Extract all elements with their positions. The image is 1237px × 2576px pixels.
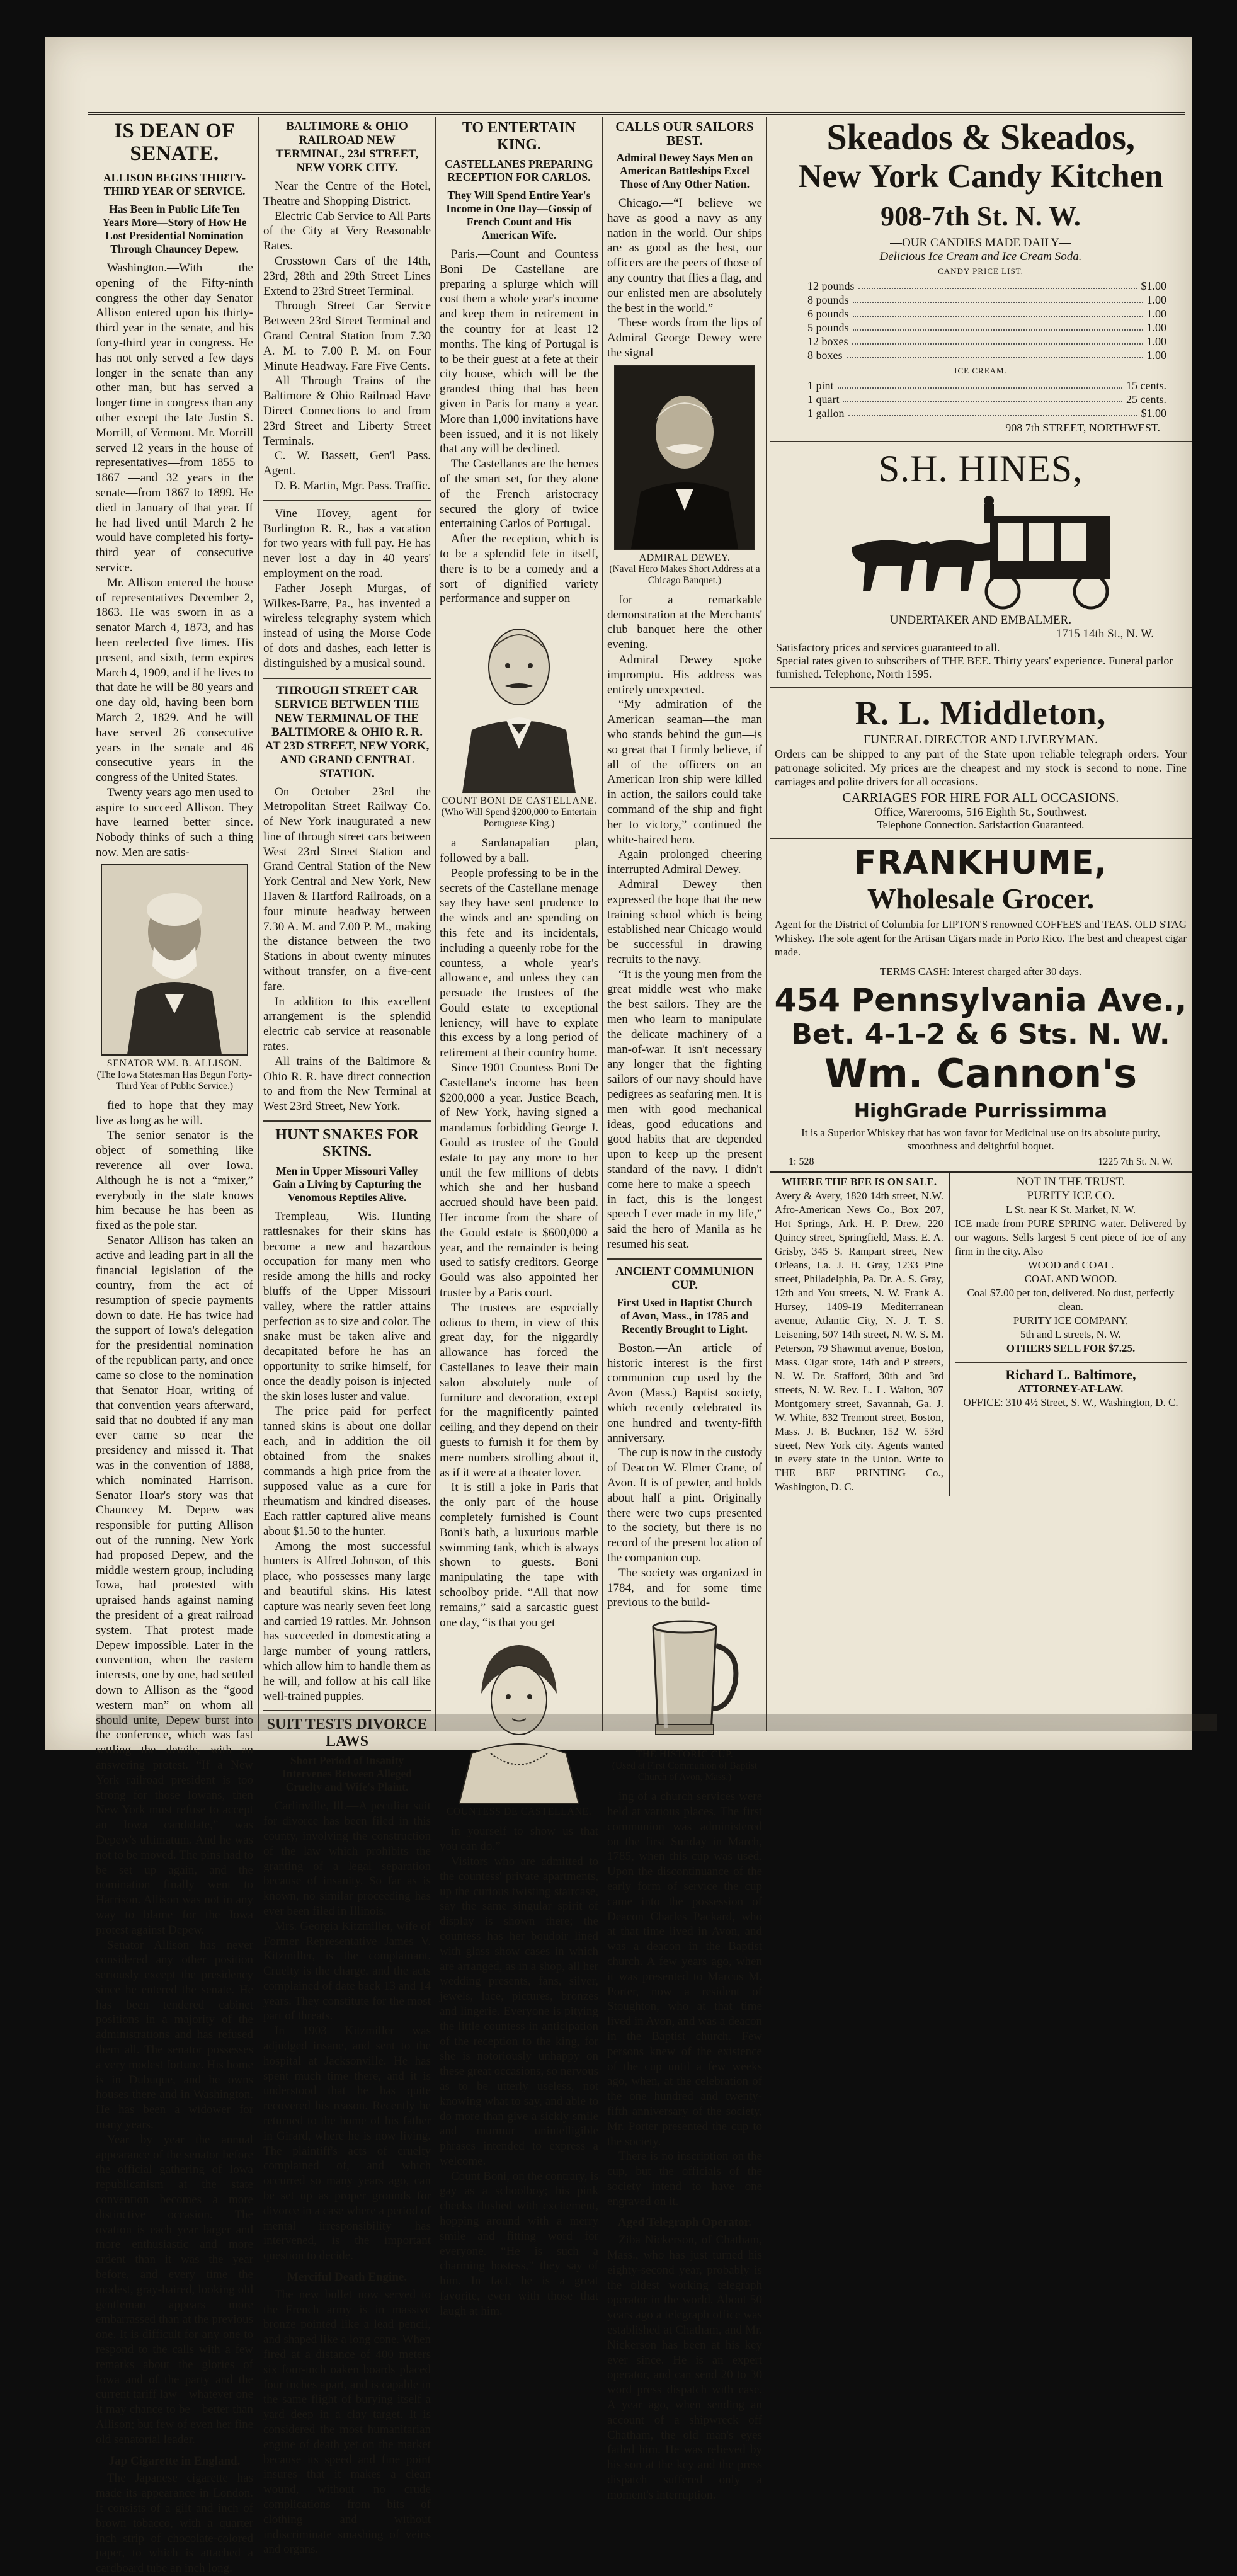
headline-ancient-communion-cup: ANCIENT COMMUNION CUP.	[615, 1264, 754, 1292]
leader-dots	[858, 279, 1137, 289]
price-value: 25 cents.	[1126, 393, 1166, 406]
ad-line: It is a Superior Whiskey that has won favor for Medicinal use on its absolute purity, smoothness and delightful boquet.	[801, 1127, 1160, 1152]
ad-footer-row	[770, 1153, 1192, 1171]
paragraph: Again prolonged cheering interrupted Admiral Dewey.	[607, 848, 762, 877]
price-value: 1.00	[1146, 294, 1166, 306]
ad-address: 908-7th St. N. W.	[881, 201, 1081, 232]
divider	[263, 678, 431, 679]
price-quantity: 12 pounds	[807, 280, 855, 292]
paragraph: It is still a joke in Paris that the only part of the house completely furnished is Count Boni's bath, a luxurious marble swimming tank, which is always shown to guests. Boni manipulating the tape with schoolboy pride. “All that now remains,” said a sarcastic guest one day, “is that you get	[440, 1481, 598, 1629]
paragraph: In 1903 Kitzmiller was adjudged insane, and sent to the hospital at Jacksonville. He has spent much time there, and it is understood that he has quite recovered his reason. Recently he returned to the home of his father in Girard, where he is now living. The plaintiff's acts of cruelty complained of, and which occurred so many years ago, can be set up as proper grounds for divorce in a case where a period of mental irresponsibility has intervened, is the important question to decide.	[263, 2024, 431, 2263]
price-quantity: 8 pounds	[807, 294, 849, 306]
ad-skeados	[770, 117, 1192, 435]
price-value: $1.00	[1141, 407, 1166, 419]
ad-title: S.H. HINES,	[878, 448, 1083, 489]
ad-title: Wm. Cannon's	[824, 1051, 1137, 1097]
column-allison	[96, 117, 253, 2575]
hearse-illustration	[833, 491, 1129, 610]
headline-suit-tests-divorce: SUIT TESTS DIVORCE LAWS	[266, 1716, 428, 1750]
paragraph: for a remarkable demonstration at the Merchants' club banquet here the other evening.	[607, 593, 762, 652]
paragraph: Mrs. Georgia Kitzmiller, wife of Former Representative James V. Kitzmiller, is the complainant. Cruelty is the charge, and the acts complained of date back 13 and 14 years. They constitute for the most part of threats.	[263, 1919, 431, 2023]
ad-line: FUNERAL DIRECTOR AND LIVERYMAN.	[863, 732, 1098, 746]
deck: Short Period of Insanity Intervenes Between Alleged Cruelty and Wife's Plaint.	[282, 1754, 413, 1794]
paragraph: The society was organized in 1784, and for some time previous to the build-	[607, 1566, 762, 1610]
caption	[607, 1749, 762, 1783]
ad-subtitle: HighGrade Purrissimma	[853, 1100, 1108, 1122]
paragraph: These words from the lips of Admiral George Dewey were the signal	[607, 316, 762, 360]
paragraph: Senator Allison has never considered any other position seriously except the presidency since he entered the senate. He has been tendered cabinet positions in a majority of the administrations and has refused them all. The senator possesses a very modest fortune. His home is in Dubuque, and he owns houses there and in Washington. He has been a widower for many years.	[96, 1938, 253, 2132]
column-separator	[766, 117, 767, 1731]
ad-address: 454 Pennsylvania Ave.,	[774, 982, 1187, 1018]
paragraph: Admiral Dewey spoke impromptu. His address was entirely unexpected.	[607, 653, 762, 697]
paragraph: Boston.—An article of historic interest is the first communion cup used by the Avon (Mass.) Baptist society, which recently celebrated its one hundred and twenty-fifth anniversary.	[607, 1341, 762, 1445]
caption	[440, 795, 598, 829]
caption-name: COUNTESS DE CASTELLANE.	[446, 1806, 592, 1818]
leader-dots	[848, 406, 1137, 416]
paragraph: All Through Trains of the Baltimore & Ohio Railroad Have Direct Connections to and from 23rd Street and Liberty Street Terminals.	[263, 374, 431, 448]
ad-terms: TERMS CASH: Interest charged after 30 days.	[879, 966, 1082, 977]
price-value: 1.00	[1146, 307, 1166, 320]
ad-address: 1225 7th St. N. W.	[1098, 1156, 1173, 1167]
leader-dots	[838, 379, 1123, 389]
ad-title: PURITY ICE CO.	[1027, 1189, 1115, 1202]
ad-title: WHERE THE BEE IS ON SALE.	[781, 1176, 937, 1188]
ad-line: ICE made from PURE SPRING water. Delivered by our wagons. Sells largest 5 cent piece of ice of any firm in the city. Also	[955, 1217, 1187, 1257]
paragraph: in yourself to show us that you can do.”	[440, 1825, 598, 1854]
ad-bee-on-sale	[770, 1173, 950, 1496]
paragraph: The price paid for perfect tanned skins is about one dollar each, and in addition the oil obtained from the snakes commands a high price from the supposed value as a cure for rheumatism and kindred diseases. Each rattler captured alive means about $1.50 to the hunter.	[263, 1405, 431, 1538]
divider	[770, 687, 1192, 688]
price-row	[770, 279, 1192, 293]
paragraph: People professing to be in the secrets of the Castellane menage say they have sent prudence to the winds and are spending on this fete and its incidentals, including a queenly robe for the countess, a whole year's allowance, and unless they can persuade the trustees of the Gould estate to exceptional leniency, will have to explate this excess by a long period of retirement at their country home.	[440, 866, 598, 1060]
ad-line: Orders can be shipped to any part of the State upon reliable telegraph orders. Your patronage solicited. My prices are the cheapest and my stock is second to none. Fine carriages and polite drivers for all occasions.	[775, 748, 1187, 788]
ad-address: Bet. 4-1-2 & 6 Sts. N. W.	[791, 1018, 1170, 1051]
paragraph: The trustees are especially odious to them, in view of this great day, for the niggardly allowance has forced the Castellanes to leave their main salon absolutely nude of furniture and decoration, except for the magnificently painted ceiling, and they depend on their guests to furnish it for them by mere numbers strolling about it, as if it were at a theater lover.	[440, 1301, 598, 1479]
column-castellane	[440, 117, 598, 2318]
divider	[607, 1258, 762, 1260]
paragraph: Electric Cab Service to All Parts of the City at Very Reasonable Rates.	[263, 209, 431, 253]
price-row	[770, 334, 1192, 348]
column-separator	[602, 117, 603, 1731]
paragraph: Chicago.—“I believe we have as good a navy as any nation in the world. Our ships are as good as the best, our officers are the peers of those of any country that flies a flag, and our enlisted men are absolutely the best in the world.”	[607, 197, 762, 315]
caption-text: (Who Will Spend $200,000 to Entertain Portuguese King.)	[441, 807, 597, 829]
count-castellane-portrait	[443, 610, 595, 793]
paragraph: Senator Allison has taken an active and leading part in all the financial legislation of the country, from the act of resumption of specie payments down to date. He has twice had the support of Iowa's delegation for the presidential nomination of the republican party, and once came so close to the nomination that Senator Hoar, writing of that convention years afterward, said that no doubted if any man ever came so near the presidency and missed it. That was in the convention of 1888, which nominated Harrison. Senator Hoar's story was that Chauncey M. Depew was responsible for putting Allison out of the running. New York had proposed Depew, and the middle western group, including Iowa, had protested with upraised hands against naming the president of a great railroad system. That protest made Depew impossible. Later in the convention, when the eastern interests, one by one, had settled down to Allison as the “good western man” on whom all should unite, Depew burst into the conference, which was fast settling the details, with an answering protest. “If a New York railroad president is too strong for those Iowans, then New York must refuse to accept an Iowa candidate,” was Depew's ultimatum. And he was not to be moved. The pins had to be set up again, and the nomination finally went to Harrison. Allison was not in any way to blame for the Iowa protest against Depew.	[96, 1234, 253, 1937]
column-separator	[258, 117, 259, 1731]
column-railroad	[263, 117, 431, 2556]
ad-line: Satisfactory prices and services guaranteed to all.	[776, 641, 1000, 654]
leader-dots	[843, 392, 1122, 402]
price-row	[770, 392, 1192, 406]
ad-title: New York Candy Kitchen	[798, 158, 1163, 195]
ad-code: 1: 528	[789, 1156, 814, 1167]
ad-line: CARRIAGES FOR HIRE FOR ALL OCCASIONS.	[842, 790, 1119, 805]
price-quantity: 8 boxes	[807, 349, 843, 362]
price-row	[770, 379, 1192, 392]
divider	[955, 1362, 1187, 1363]
ad-subtitle: Wholesale Grocer.	[867, 882, 1095, 915]
price-quantity: 1 quart	[807, 393, 840, 406]
ad-line: 1715 14th St., N. W.	[1056, 627, 1154, 641]
paragraph: Crosstown Cars of the 14th, 23rd, 28th and 29th Street Lines Extend to 23rd Street Terminal.	[263, 254, 431, 298]
ad-list-head: CANDY PRICE LIST.	[938, 266, 1023, 276]
deck: CASTELLANES PREPARING RECEPTION FOR CARLOS.	[445, 157, 593, 183]
ad-hines	[770, 447, 1192, 681]
leader-dots	[853, 307, 1143, 317]
ad-entries: Avery & Avery, 1820 14th street, N.W. Afro-American News Co., Box 207, Hot Springs, Ark. H. P. Drew, 220 Quincy street, Springfield, Mass. E. A. Grisby, 345 S. Rampart street, New Orleans, La. J. H. Gray, 1233 Pine street, Philadelphia, Pa. Dr. A. S. Gray, 12th and You streets, N. W. Frank A. Hursey, 1409-19 Mediterranean avenue, Atlantic City, N. J. T. S. Leisening, 507 14th street, N. W. S. M. Peterson, 79 Shawmut avenue, Boston, Mass. Cigar store, 14th and P streets, N. W. Dr. Stafford, 30th and 3rd streets, N. W. Rev. L. L. Walton, 307 Montgomery street, Savannah, Ga. J. W. White, 832 Tremont street, Boston, Mass. J. B. Buckner, 152 W. 53rd street, New York city. Agents wanted in every state in the Union. Write to THE BEE PRINTING Co., Washington, D. C.	[775, 1190, 943, 1493]
caption	[96, 1058, 253, 1092]
ad-line: COAL AND WOOD.	[1024, 1273, 1117, 1285]
deck: They Will Spend Entire Year's Income in One Day—Gossip of French Count and His American Wife.	[446, 189, 592, 241]
paragraph: The Japanese cigarette has made its appearance in London. It consists of a gilt and inch of brown tobacco, with a quarter inch strip of chocolate-colored paper, to which is attached a cardboard tube an inch long.	[96, 2471, 253, 2575]
caption-name: THE HISTORIC CUP.	[636, 1749, 734, 1760]
paragraph: Twenty years ago men used to aspire to succeed Allison. They have learned better since. Nobody thinks of such a thing now. Men are satis-	[96, 785, 253, 860]
paragraph: Mr. Allison entered the house of representatives December 2, 1863. He was sworn in as a senator March 4, 1873, and has been reelected five times. His present, and sixth, term expires March 4, 1909, and if he lives to that date he will be 80 years and one day old, having been born March 2, 1829. And he will have served 26 consecutive years in the senate and 46 consecutive years in the congress of the United States.	[96, 576, 253, 785]
divider	[770, 838, 1192, 839]
deck: Has Been in Public Life Ten Years More—Story of How He Lost Presidential Nomination Through Chauncey Depew.	[102, 203, 247, 255]
paragraph: Carlinville, Ill.—A peculiar suit for divorce has been filed in this county, involving the construction of the law which prohibits the granting of a legal separation because of insanity. So far as is known, no similar proceeding has ever been filed in Illinois.	[263, 1799, 431, 1918]
ad-title: R. L. Middleton,	[855, 694, 1107, 732]
headline-dean-of-senate: IS DEAN OF SENATE.	[113, 120, 236, 165]
divider	[263, 500, 431, 501]
ad-line: UNDERTAKER AND EMBALMER.	[889, 613, 1072, 627]
ad-cannon	[770, 1051, 1192, 1171]
advertisements	[770, 117, 1192, 1737]
price-value: 1.00	[1146, 321, 1166, 334]
price-value: $1.00	[1141, 280, 1166, 292]
ad-purity-ice	[950, 1173, 1192, 1496]
ad-subtitle: Delicious Ice Cream and Ice Cream Soda.	[879, 250, 1082, 263]
headline-through-street-car: THROUGH STREET CAR SERVICE BETWEEN THE NEW TERMINAL OF THE BALTIMORE & OHIO R. R. AT 23D STREET, NEW YORK, AND GRAND CENTRAL STATION.	[265, 683, 430, 780]
subhead: Aged Telegraph Operator.	[618, 2216, 751, 2230]
headline-hunt-snakes: HUNT SNAKES FOR SKINS.	[275, 1127, 419, 1161]
divider	[263, 1710, 431, 1711]
paragraph: On October 23rd the Metropolitan Street Railway Co. of New York inaugurated a new line of through street cars between West 23rd Street Station and Grand Central Station of the New York Central and New York, New Haven & Hartford Railroads, on a four minute headway between 7.30 A. M. and 7.00 P. M., making the distance between the two Stations in about twenty minutes without transfer, on a five-cent fare.	[263, 785, 431, 993]
ad-frankhume	[770, 844, 1192, 1051]
ad-line: 5th and L streets, N. W.	[1020, 1328, 1121, 1340]
price-value: 1.00	[1146, 335, 1166, 348]
paragraph: Year by year the annual appearance of the senator before the official gathering of Iowa republicanism at the state convention becomes a more distinctive occasion. The ovation is each year larger and more enthusiastic and more ardent than it was the year before, and every time the modest, gray-haired, looking old gentleman appears more embarrassed than at the previous one. It is difficult for any one to respond to the calls with a few remarks about the glories of Iowa and of the party and the current tariff law—whatever one it may chance to be—better than Allison; but few of even her fine old senatorial leader.	[96, 2133, 253, 2446]
price-row	[770, 406, 1192, 420]
paragraph: The new bullet now served to the French army is in massive bronze pointed like a lead pencil, and shaped like a long cone. When fired at a distance of 400 meters six four-inch oaken boards placed four inches apart, and is capable in the same flight of burying itself a yard deep in a clay target. It is considered the most humanitarian engine of death yet on the market because its speed and fine point insures that it makes a clean wound, without no crude complications from bits of clothing and without indiscriminate smashing of veins and organs.	[263, 2288, 431, 2556]
ad-line: ATTORNEY-AT-LAW.	[1018, 1382, 1124, 1394]
price-quantity: 5 pounds	[807, 321, 849, 334]
paragraph: “My admiration of the American seaman—the man who stands behind the gun—is so great that I firmly believe, if all of the officers on an American Iron ship were killed in action, the sailors could take command of the ship and fight her to victory,” continued the white-haired hero.	[607, 698, 762, 846]
paragraph: Trempleau, Wis.—Hunting rattlesnakes for their skins has become a new and hazardous occupation for many men who reside among the hills and rocky bluffs of the Upper Missouri valley, where the rattler attains perfection as to size and color. The snake must be taken alive and decapitated before he has an opportunity to strike himself, for once the deadly poison is injected the skin loses luster and value.	[263, 1210, 431, 1403]
paragraph: ing of a church services were held at various places. The first communion was administered on the first Sunday in March, 1785, when this cup was used. Upon the discontinuance of the early form of service the cup came into the possession of Deacon Charles Packard, who at that time lived in Avon, and was a deacon in the Baptist church. A few years ago, when it was presented to Marcus M. Porter, now a resident of Stoughton, who at that time lived in Avon, and was a deacon in the Baptist church. Few persons knew of the existence of the cup until a few weeks ago, when, at the celebration of the one hundred and twenty-fifth anniversary of the society, Mr. Porter presented the cup to the society.	[607, 1790, 762, 2148]
price-row	[770, 321, 1192, 334]
caption-text: (Used at First Communion of Baptist Church of Avon, Mass.)	[612, 1760, 758, 1783]
newspaper-page	[45, 37, 1192, 2575]
ad-line: L St. near K St. Market, N. W.	[1005, 1204, 1136, 1216]
divider	[263, 1120, 431, 1122]
deck: Admiral Dewey Says Men on American Battleships Excel Those of Any Other Nation.	[616, 151, 753, 190]
leader-dots	[853, 321, 1143, 331]
paragraph: Near the Centre of the Hotel, Theatre and Shopping District.	[263, 180, 431, 208]
price-quantity: 1 pint	[807, 379, 834, 392]
paragraph: Paris.—Count and Countess Boni De Castellane are preparing a splurge which will cost them a whole year's income and keep them in retirement in the country for at least 12 months. The king of Portugal is to be their guest at a fete at their city house, which will be the grandest thing that has been given in Paris for many a year. More than 1,000 invitations have been issued, and it is not likely that any will be declined.	[440, 248, 598, 456]
deck: First Used in Baptist Church of Avon, Mass., in 1785 and Recently Brought to Light.	[617, 1296, 753, 1335]
caption-text: (The Iowa Statesman Has Begun Forty-Third Year of Public Service.)	[96, 1069, 253, 1091]
ad-list-head: ICE CREAM.	[954, 366, 1007, 375]
paragraph: Father Joseph Murgas, of Wilkes-Barre, Pa., has invented a wireless telegraphy system which instead of using the Morse Code of dots and dashes, each letter is distinguished by a musical sound.	[263, 581, 431, 670]
price-row	[770, 293, 1192, 307]
column-dewey	[607, 117, 762, 2502]
caption-text: (Naval Hero Makes Short Address at a Chicago Banquet.)	[609, 563, 760, 586]
admiral-dewey-portrait	[614, 365, 755, 550]
paragraph: All trains of the Baltimore & Ohio R. R. have direct connection to and from the New Terminal at West 23rd Street, New York.	[263, 1054, 431, 1114]
headline-calls-our-sailors-best: CALLS OUR SAILORS BEST.	[615, 119, 754, 148]
signature: C. W. Bassett, Gen'l Pass. Agent.	[263, 449, 431, 478]
ad-line: Telephone Connection. Satisfaction Guaranteed.	[877, 819, 1085, 831]
caption	[607, 552, 762, 586]
signature: D. B. Martin, Mgr. Pass. Traffic.	[275, 479, 431, 493]
ad-line: Coal $7.00 per ton, delivered. No dust, perfectly clean.	[967, 1287, 1175, 1313]
caption	[440, 1806, 598, 1818]
paragraph: Count Boni, on the contrary, is gay as a schoolboy; his pink cheeks flushed with excitement, hopping around with a merry smile and fitting word for everyone. “He is such a charming hostess,” they say of him. In fact, he is a great favorite, even with those that laugh at him.	[440, 2169, 598, 2318]
paragraph: Among the most successful hunters is Alfred Johnson, of this place, who possesses many large and beautiful skins. His latest capture was nearly seven feet long and carried 19 rattles. Mr. Johnson has succeeded in domesticating a large number of young rattlers, which allow him to handle them as he will, and follow at his call like well-trained puppies.	[263, 1539, 431, 1703]
leader-dots	[853, 293, 1143, 303]
price-quantity: 12 boxes	[807, 335, 848, 348]
price-value: 15 cents.	[1126, 379, 1166, 392]
paragraph: There is no inscription on the cup, but the officials of the society intend to have one engraved on it.	[607, 2150, 762, 2208]
ad-line: Office, Warerooms, 516 Eighth St., Southwest.	[874, 806, 1087, 818]
paragraph: Admiral Dewey then expressed the hope that the new training school which is being established near Chicago would be successful in drawing recruits to the navy.	[607, 877, 762, 966]
allison-portrait	[101, 864, 248, 1056]
divider	[770, 441, 1192, 442]
paragraph: The Castellanes are the heroes of the smart set, for they alone of the French aristocracy secured the glory of twice entertaining Carlos of Portugal.	[440, 457, 598, 531]
subhead: Jap Cigarette in England.	[108, 2454, 241, 2468]
top-rule	[88, 112, 1185, 115]
ad-line: Special rates given to subscribers of THE BEE. Thirty years' experience. Funeral parlor furnished. Telephone, North 1595.	[776, 654, 1173, 680]
paragraph: The cup is now in the custody of Deacon W. Elmer Crane, of Avon. It is of pewter, and holds about half a pint. Originally there were two cups presented to the society, but there is no record of the present location of the companion cup.	[607, 1446, 762, 1564]
ad-line: WOOD and COAL.	[1027, 1259, 1114, 1271]
price-quantity: 6 pounds	[807, 307, 849, 320]
deck: Men in Upper Missouri Valley Gain a Living by Capturing the Venomous Reptiles Alive.	[273, 1165, 421, 1204]
ad-title: Skeados & Skeados,	[826, 117, 1135, 157]
paragraph: Ziba Nickerson, of Chatham, Mass., who has just turned his eighty-second year, probably is the oldest working telegraph operator in the world. About 50 years ago a telegraph office was established at Chatham, and Mr. Nickerson has been at his key ever since. He is an expert operator, and can send 20 to 30 word press dispatch with ease. A year ago, when sending an account of a shipwreck off Chatham, the old man's eyes failed him. He was relieved by his son at the key and the press dispatch suffered only a moment's interruption.	[607, 2233, 762, 2502]
price-value: 1.00	[1146, 349, 1166, 362]
deck: ALLISON BEGINS THIRTY-THIRD YEAR OF SERVICE.	[103, 171, 246, 197]
print-smear	[96, 1714, 1217, 1731]
paragraph: Since 1901 Countess Boni De Castellane's income has been $200,000 a year. Justice Beach, of New York, having signed a mandamus forbidding George J. Gould as trustee of the Gould estate to pay any more to her until the few millions of debts which she and her husband accrued should have been paid. Her income from the share of the Gould estate is $600,000 a year, and the remainder is being used to satisfy creditors. George Gould was also appointed her trustee by a Paris court.	[440, 1061, 598, 1300]
paragraph: After the reception, which is to be a splendid fete in itself, there is to be a comedy and a sort of dignified variety performance and supper on	[440, 532, 598, 606]
headline-baltimore-ohio: BALTIMORE & OHIO RAILROAD NEW TERMINAL, 23d STREET, NEW YORK CITY.	[275, 120, 419, 174]
caption-name: SENATOR WM. B. ALLISON.	[106, 1057, 242, 1069]
price-row	[770, 348, 1192, 362]
subhead: Merciful Death Engine.	[287, 2271, 408, 2284]
ad-line: OFFICE: 310 4½ Street, S. W., Washington, D. C.	[963, 1396, 1178, 1408]
ad-title: Richard L. Baltimore,	[1005, 1367, 1136, 1382]
ad-line: Agent for the District of Columbia for LIPTON'S renowned COFFEES and TEAS. OLD STAG Whiskey. The sole agent for the Artisan Cigars made in Porto Rico. The best and cheapest cigar made.	[775, 918, 1187, 958]
paragraph: “It is the young men from the great middle west who make the best sailors. They are the men who learn to manipulate the delicate machinery of a man-of-war. It isn't necessary any longer that the fighting sailors of our navy should have pedigrees as seafaring men. It is men with good mechanical ideas, good educations and good habits that are depended upon to keep up the present standard of the navy. I didn't come here to make a speech—in fact, this is the longest speech I ever made in my life,” said the hero of Manila as he resumed his seat.	[607, 967, 762, 1251]
price-quantity: 1 gallon	[807, 407, 845, 419]
ad-line: OTHERS SELL FOR $7.25.	[1006, 1342, 1136, 1354]
leader-dots	[852, 334, 1143, 345]
paragraph: In addition to this excellent arrangement is the splendid electric cab service at reasonable rates.	[263, 994, 431, 1054]
headline-to-entertain-king: TO ENTERTAIN KING.	[462, 120, 576, 153]
candy-price-list	[770, 279, 1192, 362]
caption-name: COUNT BONI DE CASTELLANE.	[441, 795, 597, 807]
caption-name: ADMIRAL DEWEY.	[639, 552, 731, 563]
paragraph: fied to hope that they may live as long as he will.	[96, 1098, 253, 1127]
ad-title: FRANKHUME,	[853, 844, 1108, 882]
column-separator	[435, 117, 436, 1731]
paragraph: Visitors who are admitted to the countess' private apartments, up the curious twisting staircase, say the same singular spirit of display is shown there; the countess has her boudoir lined with glass show cases in which are arranged, as in a shop, all her wedding presents, fans, silver, jewels, lace, pictures, bronzes and lingerie. Everyone is pitying the little countess in anticipation of the reception to the king, for she is notoriously unhappy on these great occasions, so nervous as to be utterly useless, not knowing what to say, and able to do more than give a sickly smile and murmur unintelligible phrases intended to express a welcome.	[440, 1854, 598, 2168]
paragraph: Vine Hovey, agent for Burlington R. R., has a vacation for two years with full pay. He has never lost a day in 40 years' employment on the road.	[263, 506, 431, 580]
paragraph: a Sardanapalian plan, followed by a ball.	[440, 836, 598, 865]
paragraph: The senior senator is the object of something like reverence all over Iowa. Although he is not a “mixer,” everybody in the state knows him because he has been as fixed as the pole star.	[96, 1129, 253, 1233]
price-row	[770, 307, 1192, 321]
ad-title: NOT IN THE TRUST.	[1016, 1175, 1126, 1188]
leader-dots	[847, 348, 1143, 358]
paragraph: Through Street Car Service Between 23rd Street Terminal and Grand Central Station from 7.30 A. M. to 7.00 P. M. on Four Minute Headway. Fare Five Cents.	[263, 299, 431, 373]
ad-middleton	[770, 693, 1192, 831]
ad-line: PURITY ICE COMPANY,	[1013, 1314, 1129, 1326]
paragraph: Washington.—With the opening of the Fifty-ninth congress the other day Senator Allison entered upon his thirty-third year in the senate, and his forty-third year in congress. He has not only served a few days longer in the senate than any other man, but has served a longer time in congress than any other except the late Justin S. Morrill, of Vermont. Mr. Morrill served 12 years in the house of representatives—from 1855 to 1867 —and 32 years in the senate—from 1867 to 1899. He died in January of that year. If he had lived until March 2 he would have completed his forty-third year of consecutive service.	[96, 261, 253, 574]
ice-cream-price-list	[770, 379, 1192, 420]
ad-footer: 908 7th STREET, NORTHWEST.	[1005, 421, 1160, 434]
bottom-ads-block	[770, 1171, 1192, 1496]
ad-tagline: —OUR CANDIES MADE DAILY—	[890, 236, 1071, 249]
